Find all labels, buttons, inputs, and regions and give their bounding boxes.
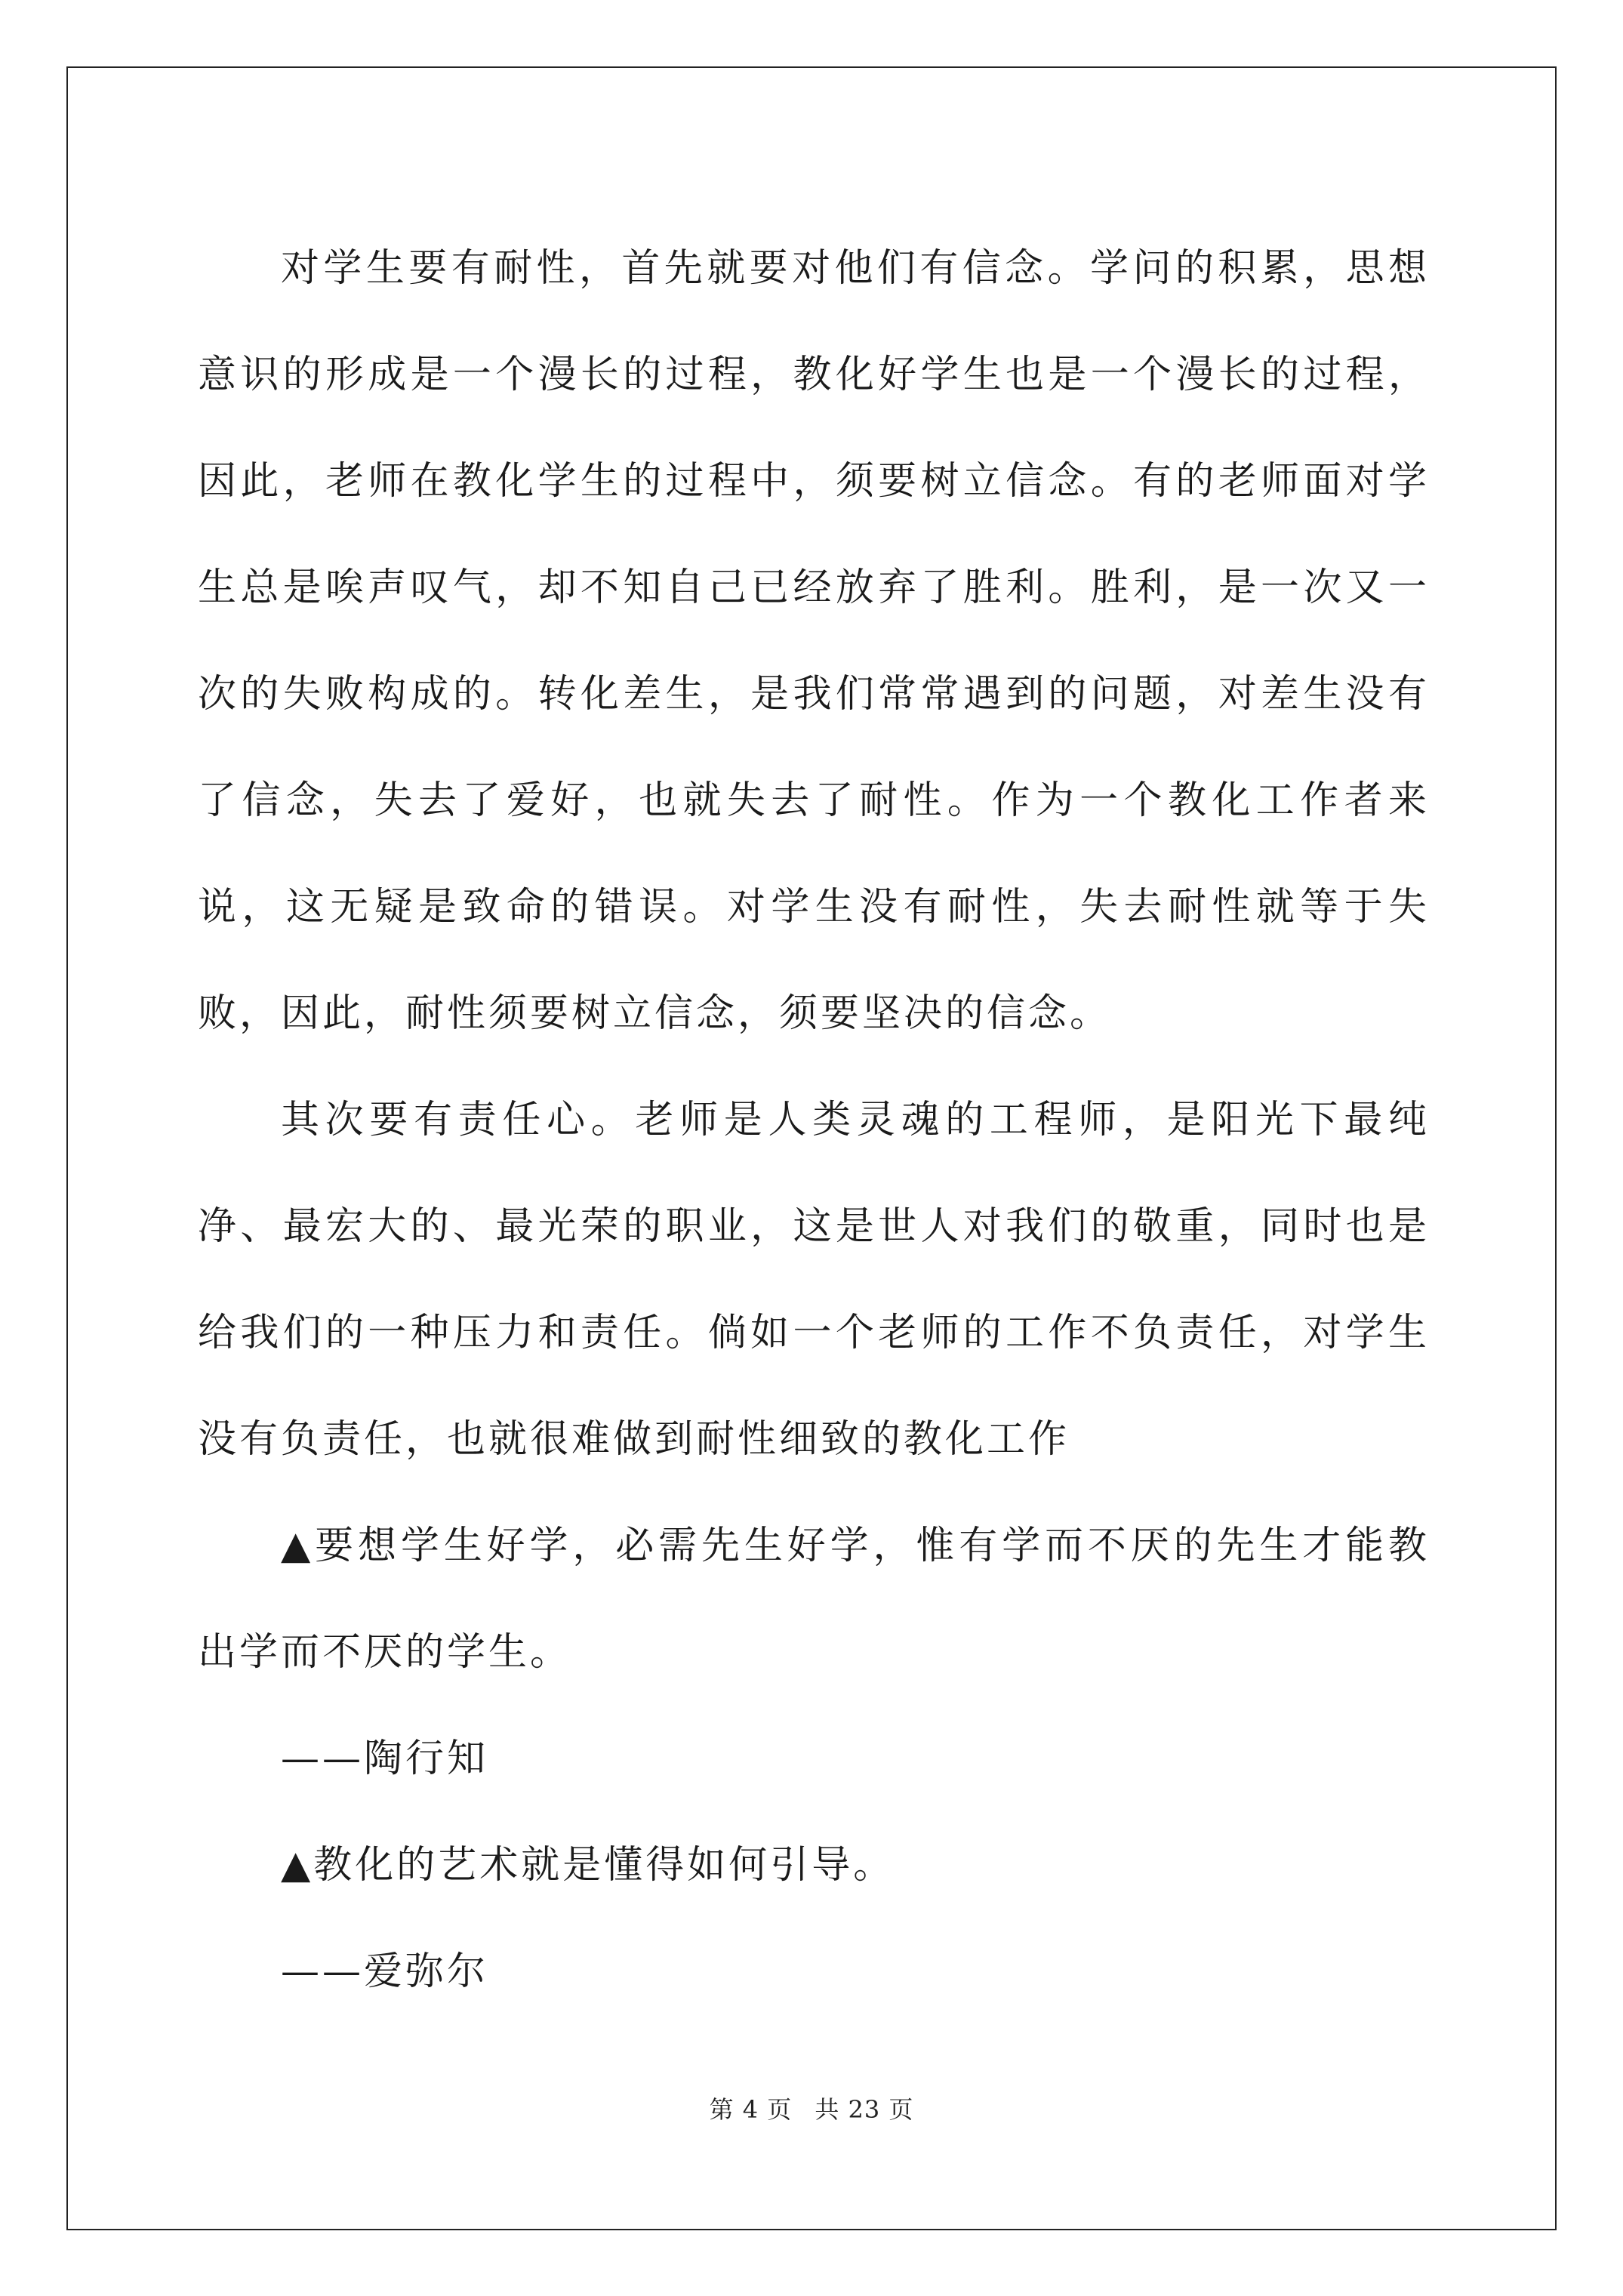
document-body: [198, 215, 1430, 2025]
paragraph-responsibility: 其次要有责任心。老师是人类灵魂的工程师，是阳光下最纯净、最宏大的、最光荣的职业，这是世人对我们的敬重，同时也是给我们的一种压力和责任。倘如一个老师的工作不负责任，对学生没有负责任，也就很难做到耐性细致的教化工作: [198, 1098, 1430, 1462]
quote-author: ——陶行知: [281, 1737, 489, 1781]
page-number: 第 4 页: [709, 2095, 793, 2124]
quote-text: ▲要想学生好学，必需先生好学，惟有学而不厌的先生才能教出学而不厌的学生。: [198, 1524, 1430, 1675]
page-total: 共 23 页: [815, 2095, 914, 2124]
quote-author: ——爱弥尔: [281, 1949, 489, 1994]
paragraph-patience: 对学生要有耐性，首先就要对他们有信念。学问的积累，思想意识的形成是一个漫长的过程，教化好学生也是一个漫长的过程，因此，老师在教化学生的过程中，须要树立信念。有的老师面对学生总是唉声叹气，却不知自己已经放弃了胜利。胜利，是一次又一次的失败构成的。转化差生，是我们常常遇到的问题，对差生没有了信念，失去了爱好，也就失去了耐性。作为一个教化工作者来说，这无疑是致命的错误。对学生没有耐性，失去耐性就等于失败，因此，耐性须要树立信念，须要坚决的信念。: [198, 246, 1430, 1036]
page-footer: [0, 2094, 1623, 2125]
quote-text: ▲教化的艺术就是懂得如何引导。: [281, 1843, 895, 1888]
